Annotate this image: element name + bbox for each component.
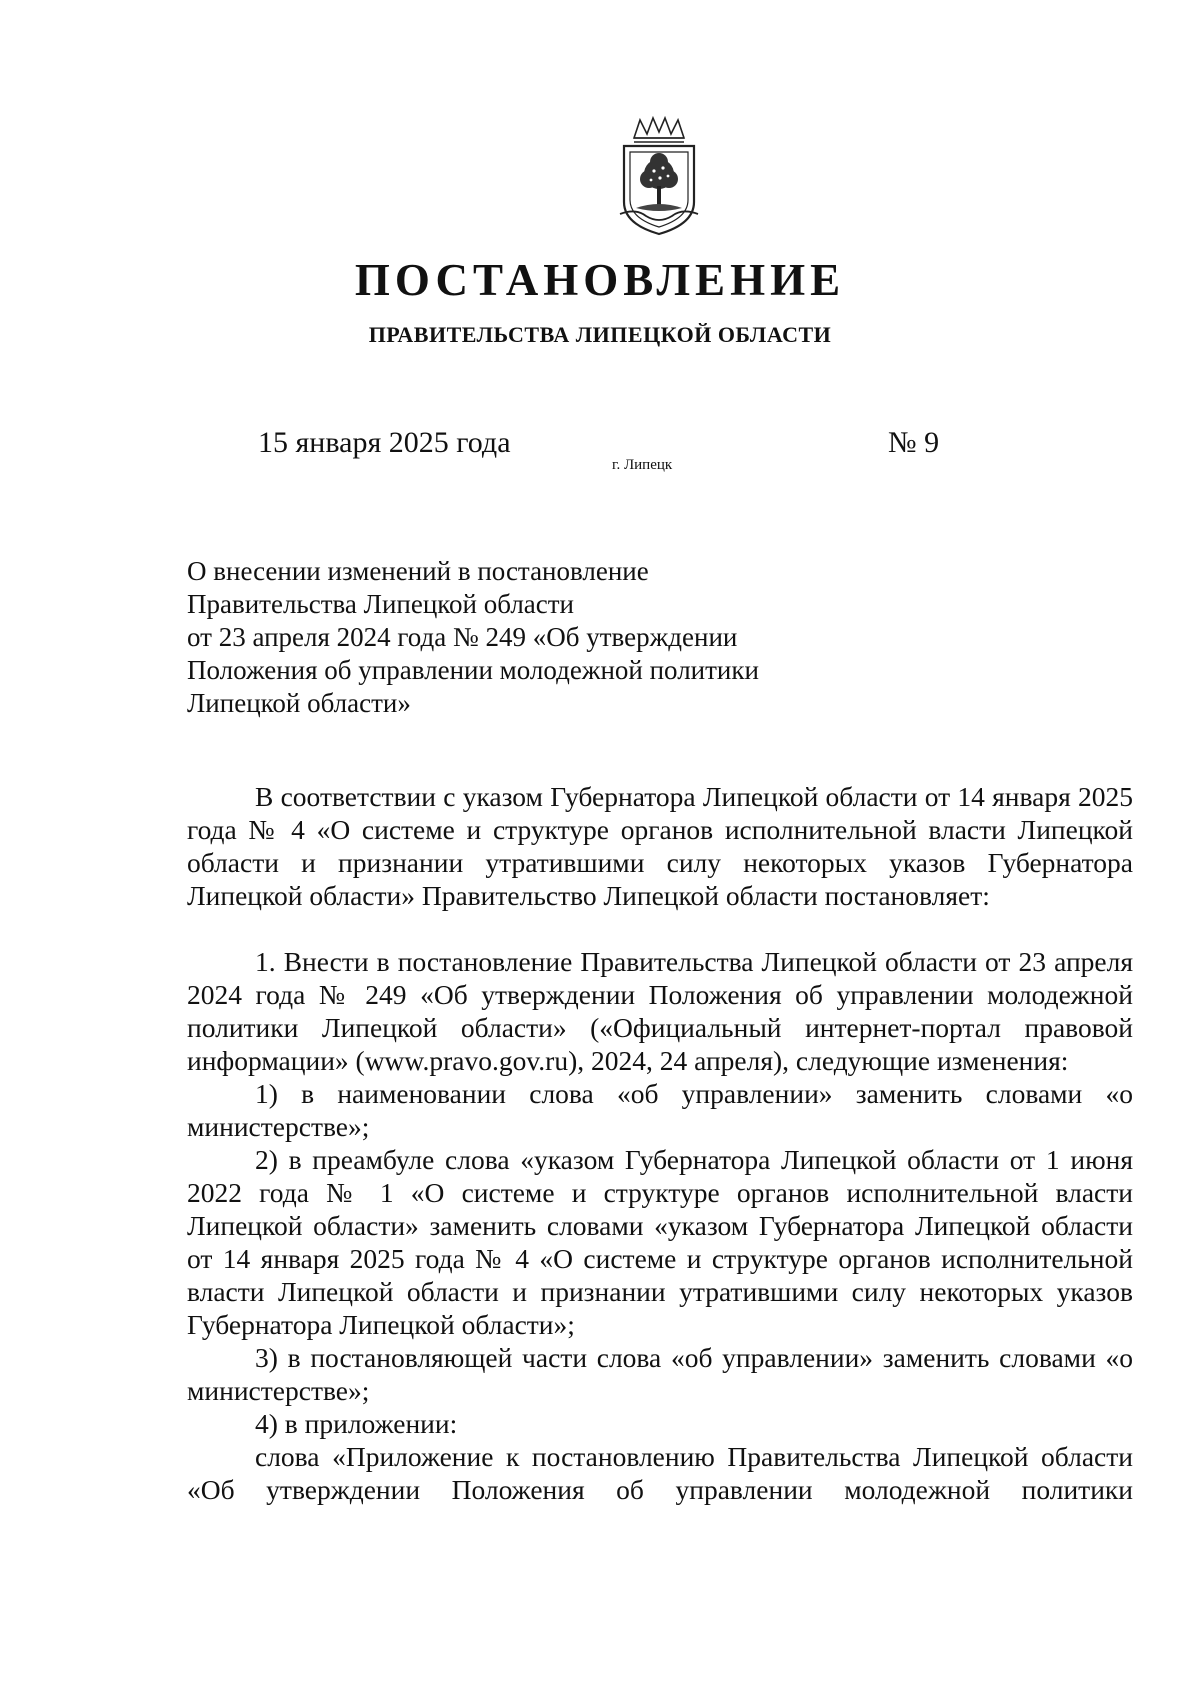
- subject-line: Правительства Липецкой области: [187, 589, 575, 619]
- document-title: ПОСТАНОВЛЕНИЕ: [354, 255, 846, 305]
- document-body: [187, 780, 1133, 1506]
- preamble-paragraph: В соответствии с указом Губернатора Липецкой области от 14 января 2025 года № 4 «О системе и структуре органов исполнительной власти Липецкой области и признании утратившими силу некоторых указов Губернатора Липецкой области» Правительство Липецкой области постановляет:: [187, 781, 1133, 911]
- body-paragraph: слова «Приложение к постановлению Правительства Липецкой области «Об утверждении Положения об управлении молодежной политики: [187, 1441, 1133, 1505]
- document-number: № 9: [888, 426, 940, 459]
- body-paragraph: 1) в наименовании слова «об управлении» заменить словами «о министерстве»;: [187, 1078, 1133, 1142]
- lipetsk-coat-of-arms-icon: [616, 116, 702, 242]
- document-issuer: ПРАВИТЕЛЬСТВА ЛИПЕЦКОЙ ОБЛАСТИ: [368, 322, 832, 347]
- body-paragraph: 4) в приложении:: [255, 1408, 458, 1439]
- document-subject: [187, 555, 867, 720]
- subject-line: Липецкой области»: [187, 688, 411, 718]
- body-paragraph: 1. Внести в постановление Правительства Липецкой области от 23 апреля 2024 года № 249 «Об утверждении Положения об управлении молодежной политики Липецкой области» («Официальный интернет-портал правовой информации» (www.pravo.gov.ru), 2024, 24 апреля), следующие изменения:: [187, 946, 1133, 1076]
- body-paragraph: 2) в преамбуле слова «указом Губернатора Липецкой области от 1 июня 2022 года № 1 «О системе и структуре органов исполнительной власти Липецкой области» заменить словами «указом Губернатора Липецкой области от 14 января 2025 года № 4 «О системе и структуре органов исполнительной власти Липецкой области и признании утратившими силу некоторых указов Губернатора Липецкой области»;: [187, 1144, 1133, 1340]
- subject-line: от 23 апреля 2024 года № 249 «Об утверждении: [187, 622, 738, 652]
- body-paragraph: 3) в постановляющей части слова «об управлении» заменить словами «о министерстве»;: [187, 1342, 1133, 1406]
- subject-line: О внесении изменений в постановление: [187, 556, 649, 586]
- document-date: 15 января 2025 года: [258, 426, 511, 459]
- document-city: г. Липецк: [612, 457, 673, 473]
- subject-line: Положения об управлении молодежной политики: [187, 655, 759, 685]
